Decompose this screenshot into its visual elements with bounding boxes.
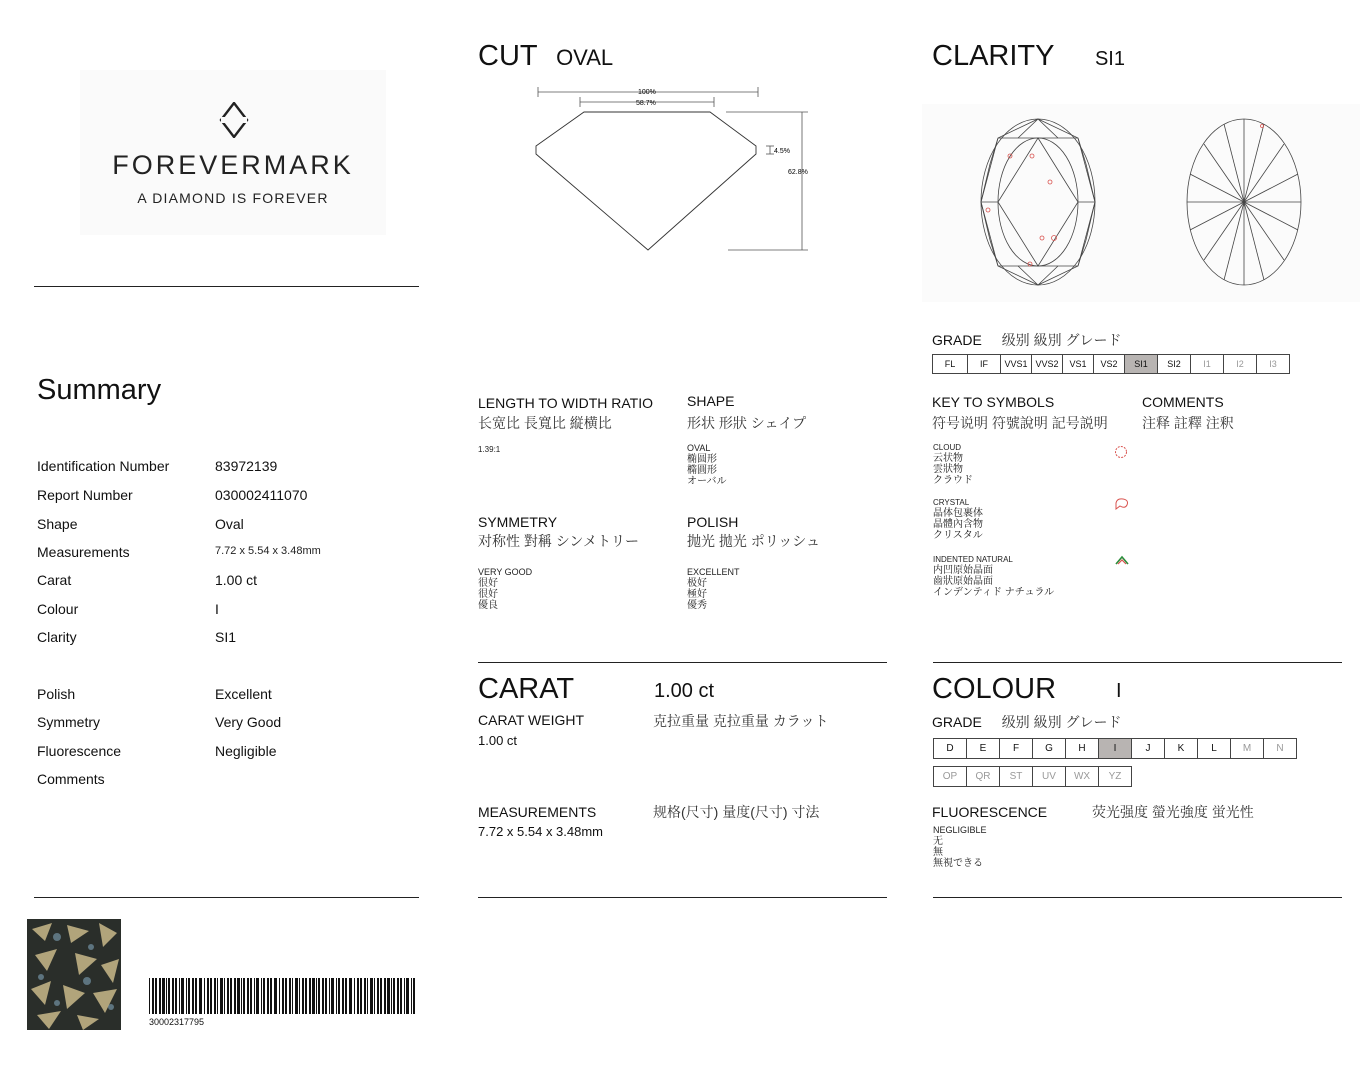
shape-label: SHAPE xyxy=(687,393,735,409)
barcode-bar xyxy=(250,978,252,1014)
barcode-bar xyxy=(354,978,355,1014)
summary-label: Symmetry xyxy=(37,714,100,730)
barcode-bar xyxy=(263,978,265,1014)
barcode-bar xyxy=(374,978,375,1014)
clarity-value: SI1 xyxy=(1094,48,1125,70)
summary-value: 1.00 ct xyxy=(215,572,258,588)
ratio-cjk: 长宽比 長寬比 縦横比 xyxy=(478,415,612,431)
summary-value: Oval xyxy=(215,516,244,532)
symbol-indented-natural: INDENTED NATURAL 内凹原始晶面 齒狀原始晶面 インデンティド ナチュラル xyxy=(933,555,1055,598)
cut-girdle-label: 4.5% xyxy=(774,148,790,155)
barcode-bar xyxy=(186,978,187,1014)
measurements-value: 7.72 x 5.54 x 3.48mm xyxy=(478,824,604,839)
colour-grade-cell: J xyxy=(1131,738,1165,759)
summary-value: Very Good xyxy=(215,714,282,730)
symbol-cloud: CLOUD 云状物 雲狀物 クラウド xyxy=(933,443,973,486)
carat-weight-label: CARAT WEIGHT xyxy=(478,712,585,728)
barcode-bar xyxy=(289,978,291,1014)
colour-grade-cell: L xyxy=(1197,738,1231,759)
barcode-bar xyxy=(384,978,386,1014)
diamond-logo-icon xyxy=(219,102,249,138)
barcode-bar xyxy=(302,978,304,1014)
cut-total-label: 100% xyxy=(638,89,656,96)
clarity-heading xyxy=(932,40,1125,73)
carat-weight-value: 1.00 ct xyxy=(478,733,518,748)
cut-heading xyxy=(478,40,613,73)
summary-value: I xyxy=(215,601,219,617)
barcode-bar xyxy=(367,978,368,1014)
barcode-bar xyxy=(237,978,240,1014)
polish-label: POLISH xyxy=(687,514,739,530)
barcode-bar xyxy=(159,978,161,1014)
summary-value: 83972139 xyxy=(215,458,278,474)
barcode-bar xyxy=(292,978,293,1014)
barcode-bar xyxy=(364,978,366,1014)
barcode-bar xyxy=(336,978,337,1014)
barcode-bar xyxy=(380,978,382,1014)
barcode-bar xyxy=(387,978,390,1014)
summary-label: Clarity xyxy=(37,629,77,645)
comments-label: COMMENTS xyxy=(1142,394,1224,410)
summary-label: Shape xyxy=(37,516,78,532)
barcode-bar xyxy=(188,978,190,1014)
barcode-bar xyxy=(393,978,395,1014)
summary-value: 7.72 x 5.54 x 3.48mm xyxy=(215,545,321,557)
barcode-bar xyxy=(172,978,174,1014)
brand-logo xyxy=(80,70,386,235)
polish-cjk: 抛光 拋光 ポリッシュ xyxy=(687,533,820,549)
cloud-symbol-icon xyxy=(1114,445,1128,459)
barcode-bar xyxy=(397,978,399,1014)
clarity-title: CLARITY xyxy=(932,40,1055,72)
barcode-bar xyxy=(282,978,284,1014)
barcode-bar xyxy=(224,978,225,1014)
symmetry-cjk: 对称性 對稱 シンメトリー xyxy=(478,533,640,549)
clarity-grade-cell: VVS2 xyxy=(1031,354,1063,374)
colour-grade-cell: K xyxy=(1164,738,1198,759)
barcode-bar xyxy=(331,978,334,1014)
barcode-bar xyxy=(411,978,412,1014)
barcode-bar xyxy=(220,978,223,1014)
barcode-bar xyxy=(204,978,205,1014)
barcode-bar xyxy=(309,978,311,1014)
barcode-bar xyxy=(413,978,415,1014)
clarity-grade-label: GRADE 级别 級別 グレード xyxy=(932,332,1122,348)
cut-table-label: 58.7% xyxy=(636,100,656,107)
barcode-bar xyxy=(285,978,287,1014)
barcode-bar xyxy=(217,978,218,1014)
colour-grade-cell: N xyxy=(1263,738,1297,759)
barcode-bar xyxy=(214,978,216,1014)
clarity-grade-cell: VS2 xyxy=(1093,354,1125,374)
logo-name: FOREVERMARK xyxy=(112,150,354,180)
barcode-bar xyxy=(391,978,392,1014)
summary-value: Excellent xyxy=(215,686,272,702)
colour-grade-cell: UV xyxy=(1032,766,1066,787)
clarity-grade-cell: I3 xyxy=(1256,354,1290,374)
barcode-bar xyxy=(338,978,340,1014)
clarity-grade-cell: VVS1 xyxy=(1000,354,1032,374)
barcode-bar xyxy=(357,978,359,1014)
divider xyxy=(478,662,887,663)
barcode-bar xyxy=(192,978,194,1014)
barcode-bar xyxy=(322,978,324,1014)
key-symbols-label: KEY TO SYMBOLS xyxy=(932,394,1055,410)
key-symbols-cjk: 符号说明 符號說明 記号説明 xyxy=(932,415,1108,431)
fluorescence-cjk: 荧光强度 螢光強度 蛍光性 xyxy=(1092,804,1254,820)
fluorescence-value: NEGLIGIBLE 无 無 無視できる xyxy=(933,825,987,869)
symmetry-value: VERY GOOD 很好 很好 優良 xyxy=(478,567,533,611)
summary-label: Comments xyxy=(37,771,105,787)
summary-value: SI1 xyxy=(215,629,237,645)
colour-grade-cell: M xyxy=(1230,738,1264,759)
symbol-crystal: CRYSTAL 晶体包裹体 晶體內含物 クリスタル xyxy=(933,498,983,541)
barcode-number: 30002317795 xyxy=(149,1017,205,1027)
barcode-bar xyxy=(295,978,298,1014)
cut-title: CUT xyxy=(478,40,538,72)
clarity-grade-cell: SI1 xyxy=(1124,354,1158,374)
clarity-grade-cell: VS1 xyxy=(1062,354,1094,374)
barcode-bar xyxy=(175,978,177,1014)
summary-label: Measurements xyxy=(37,544,130,560)
colour-grade-cell: I xyxy=(1098,738,1132,759)
barcode-bar xyxy=(345,978,347,1014)
barcode-bar xyxy=(152,978,154,1014)
summary-title: Summary xyxy=(37,374,162,406)
barcode-bar xyxy=(210,978,212,1014)
barcode-bar xyxy=(149,978,150,1014)
divider xyxy=(34,897,419,898)
barcode-bar xyxy=(199,978,202,1014)
clarity-grade-cell: SI2 xyxy=(1157,354,1191,374)
measurements-cjk: 规格(尺寸) 量度(尺寸) 寸法 xyxy=(653,804,820,820)
barcode-bar xyxy=(325,978,327,1014)
barcode-bar xyxy=(360,978,362,1014)
logo-tagline: A DIAMOND IS FOREVER xyxy=(137,190,329,206)
cut-depth-label: 62.8% xyxy=(788,169,808,176)
divider xyxy=(933,662,1342,663)
summary-value: 030002411070 xyxy=(215,487,308,503)
barcode-bar xyxy=(305,978,307,1014)
divider xyxy=(933,897,1342,898)
barcode-bar xyxy=(342,978,344,1014)
cut-value: OVAL xyxy=(556,45,614,70)
barcode-bar xyxy=(279,978,280,1014)
summary-label: Carat xyxy=(37,572,72,588)
carat-value: 1.00 ct xyxy=(654,680,715,702)
barcode xyxy=(148,978,418,1014)
ratio-label: LENGTH TO WIDTH RATIO xyxy=(478,395,654,411)
barcode-bar xyxy=(241,978,242,1014)
colour-value: I xyxy=(1116,680,1122,702)
colour-grade-cell: D xyxy=(933,738,967,759)
summary-value: Negligible xyxy=(215,743,277,759)
barcode-bar xyxy=(400,978,402,1014)
shape-cjk: 形状 形狀 シェイプ xyxy=(687,415,807,431)
barcode-bar xyxy=(377,978,379,1014)
summary-label: Polish xyxy=(37,686,76,702)
barcode-bar xyxy=(234,978,236,1014)
fluorescence-label: FLUORESCENCE xyxy=(932,804,1048,820)
summary-label: Identification Number xyxy=(37,458,170,474)
barcode-bar xyxy=(181,978,184,1014)
barcode-bar xyxy=(370,978,373,1014)
colour-grade-cell: WX xyxy=(1065,766,1099,787)
hologram-image xyxy=(27,919,121,1030)
crystal-symbol-icon xyxy=(1114,497,1130,511)
barcode-bar xyxy=(230,978,232,1014)
summary-label: Report Number xyxy=(37,487,133,503)
colour-grade-label: GRADE 级别 級別 グレード xyxy=(932,714,1122,730)
colour-grade-cell: F xyxy=(999,738,1033,759)
barcode-bar xyxy=(227,978,229,1014)
barcode-bar xyxy=(329,978,330,1014)
carat-title: CARAT xyxy=(478,673,575,705)
colour-grade-cell: OP xyxy=(933,766,967,787)
colour-grade-cell: YZ xyxy=(1098,766,1132,787)
barcode-bar xyxy=(195,978,197,1014)
barcode-bar xyxy=(349,978,352,1014)
summary-label: Colour xyxy=(37,601,79,617)
barcode-bar xyxy=(207,978,209,1014)
barcode-bar xyxy=(299,978,300,1014)
divider xyxy=(478,897,887,898)
colour-title: COLOUR xyxy=(932,673,1057,705)
barcode-bar xyxy=(404,978,405,1014)
barcode-bar xyxy=(316,978,317,1014)
divider xyxy=(34,286,419,287)
barcode-bar xyxy=(155,978,157,1014)
barcode-bar xyxy=(162,978,165,1014)
carat-weight-cjk: 克拉重量 克拉重量 カラット xyxy=(653,713,829,729)
measurements-label: MEASUREMENTS xyxy=(478,804,597,820)
barcode-bar xyxy=(254,978,255,1014)
summary-label: Fluorescence xyxy=(37,743,122,759)
barcode-bar xyxy=(179,978,180,1014)
ratio-value: 1.39:1 xyxy=(478,445,501,454)
colour-grade-cell: G xyxy=(1032,738,1066,759)
colour-grade-cell: E xyxy=(966,738,1000,759)
barcode-bar xyxy=(168,978,170,1014)
barcode-bar xyxy=(247,978,249,1014)
barcode-bar xyxy=(261,978,262,1014)
barcode-bar xyxy=(166,978,167,1014)
colour-grade-cell: QR xyxy=(966,766,1000,787)
colour-grade-cell: H xyxy=(1065,738,1099,759)
barcode-bar xyxy=(312,978,315,1014)
cut-proportion-diagram xyxy=(528,84,818,256)
barcode-bar xyxy=(243,978,245,1014)
symmetry-label: SYMMETRY xyxy=(478,514,558,530)
clarity-grade-cell: I1 xyxy=(1190,354,1224,374)
clarity-grade-cell: I2 xyxy=(1223,354,1257,374)
indented-natural-symbol-icon xyxy=(1114,554,1130,566)
colour-grade-cell: ST xyxy=(999,766,1033,787)
polish-value: EXCELLENT 极好 極好 優秀 xyxy=(687,567,740,611)
barcode-bar xyxy=(267,978,269,1014)
clarity-plot-diagram xyxy=(922,104,1360,302)
clarity-grade-cell: FL xyxy=(932,354,968,374)
barcode-bar xyxy=(256,978,259,1014)
barcode-bar xyxy=(406,978,409,1014)
shape-value: OVAL 椭圆形 橢圓形 オーバル xyxy=(687,443,727,487)
barcode-bar xyxy=(274,978,277,1014)
comments-cjk: 注释 註釋 注釈 xyxy=(1142,415,1234,431)
barcode-bar xyxy=(270,978,272,1014)
clarity-grade-cell: IF xyxy=(967,354,1001,374)
barcode-bar xyxy=(318,978,320,1014)
